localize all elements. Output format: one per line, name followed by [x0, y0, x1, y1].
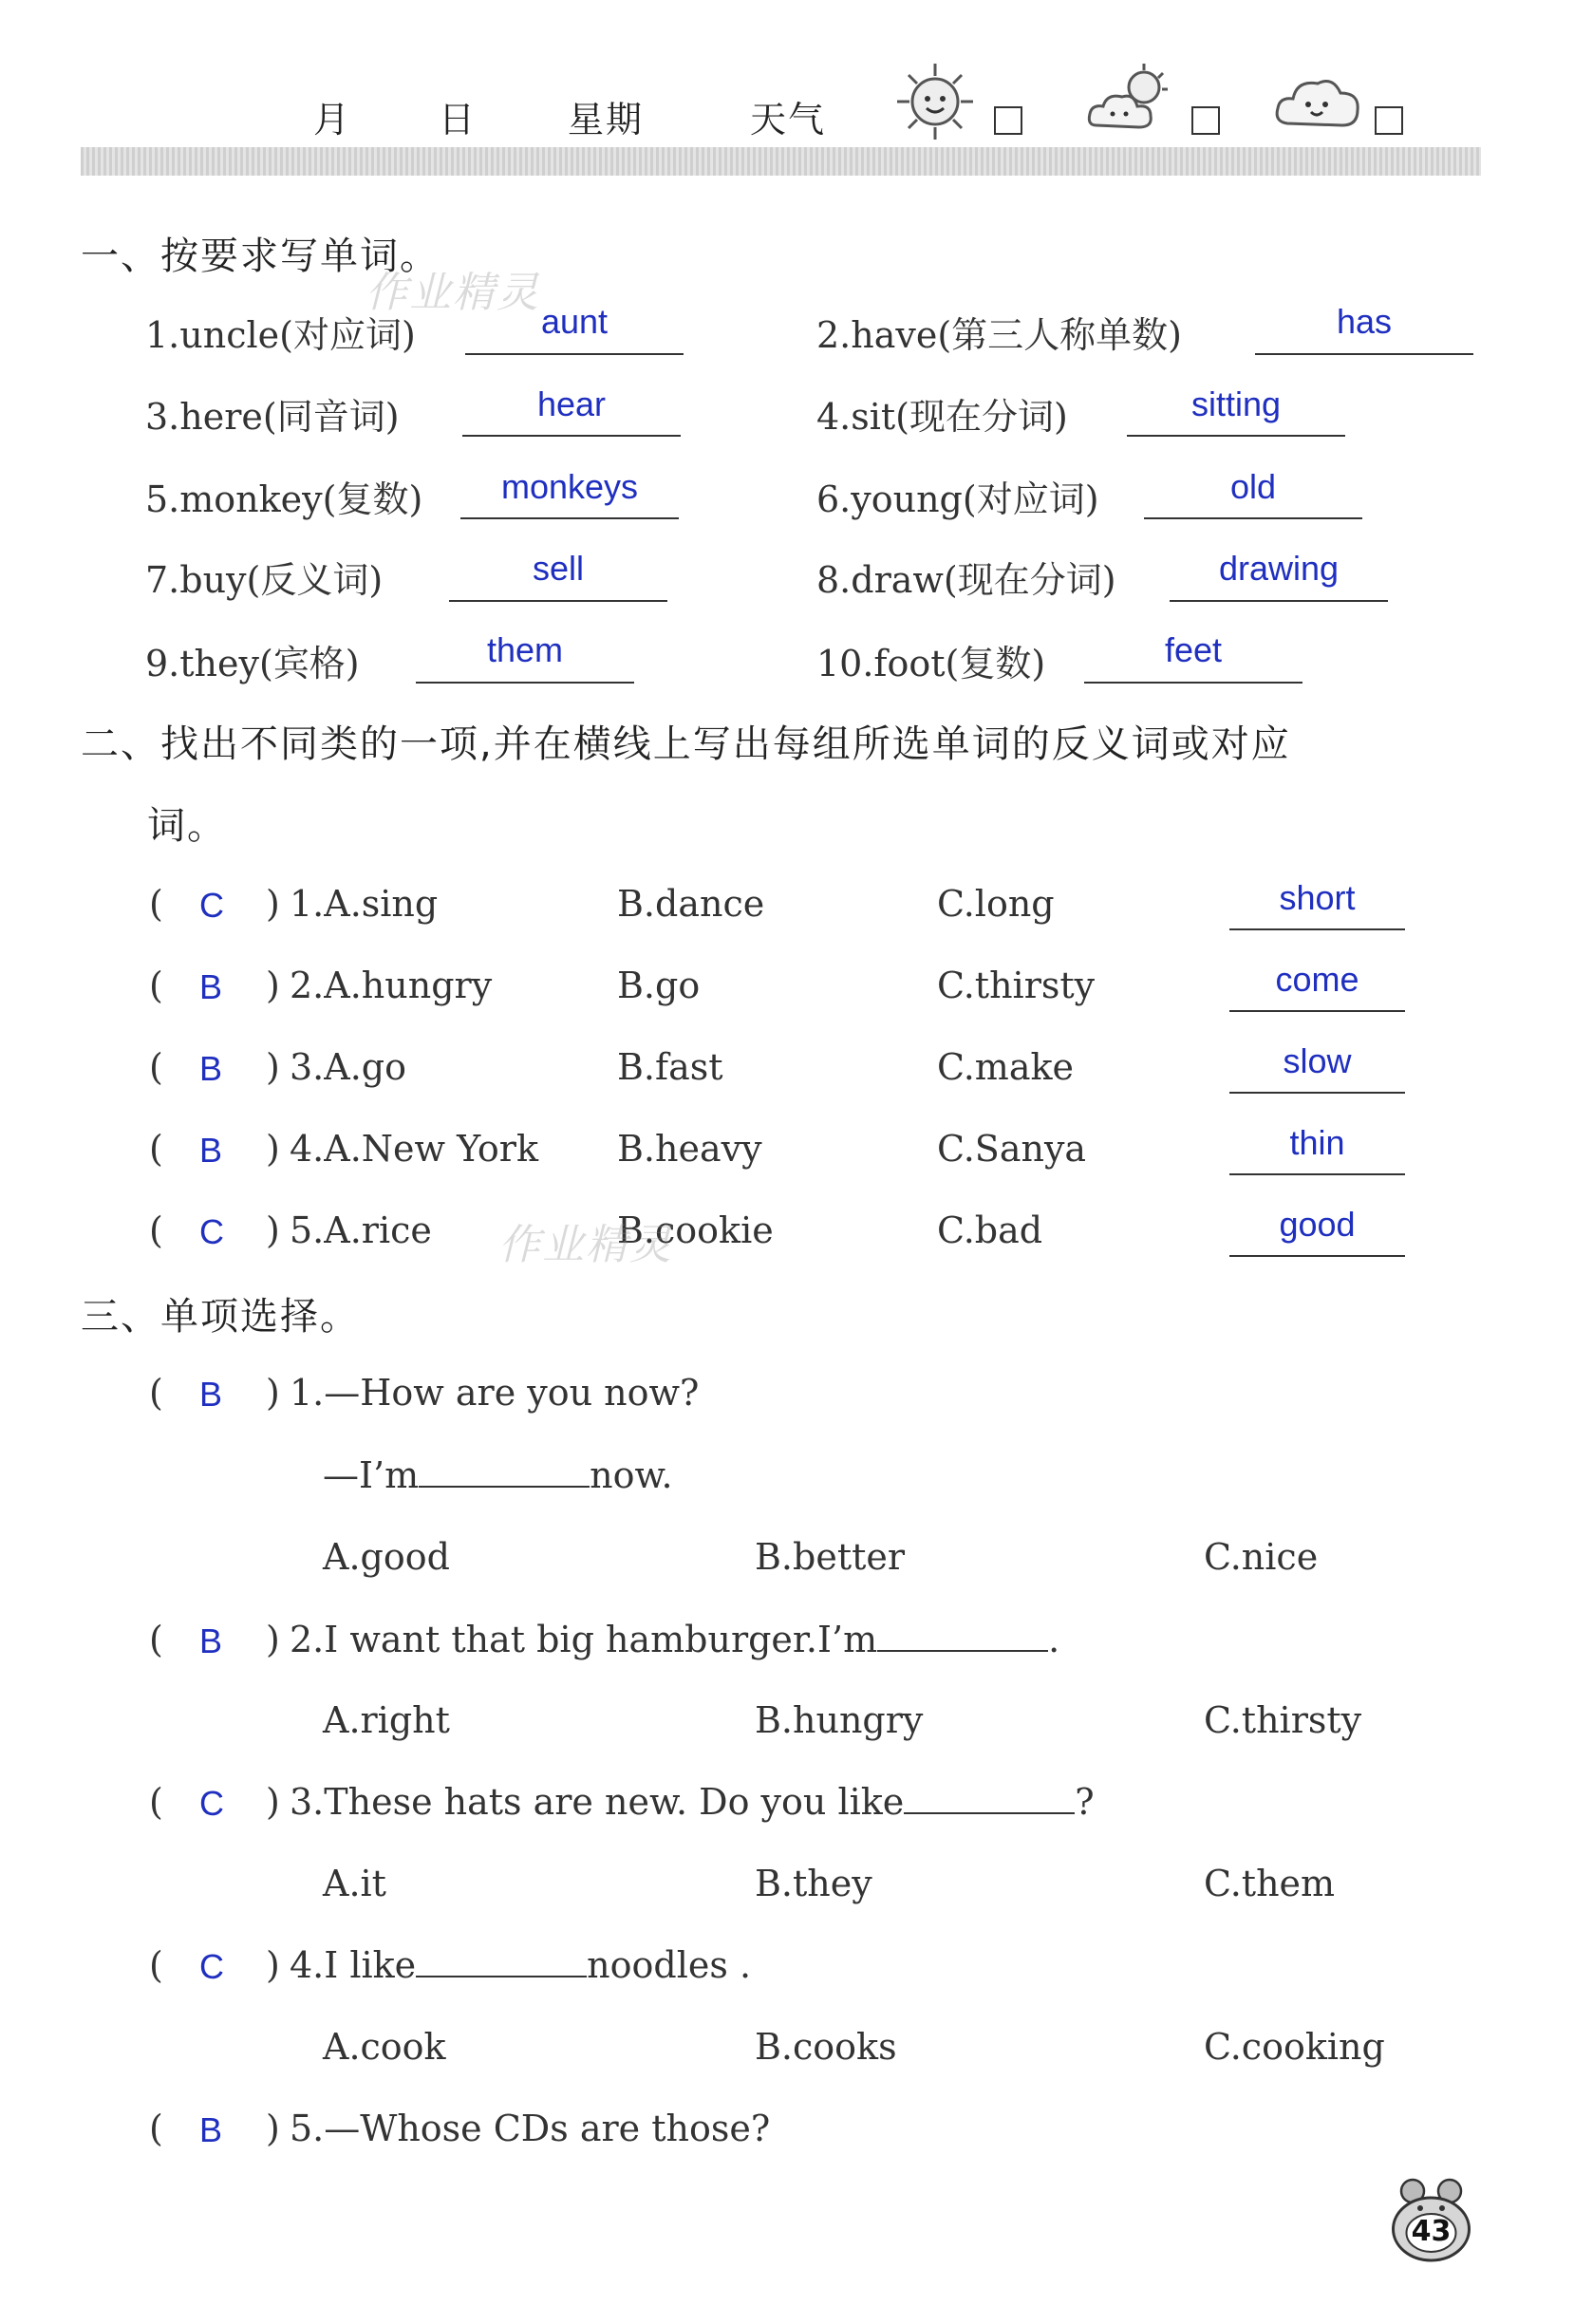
s3-q2-opt-a: A.right [323, 1699, 450, 1741]
s2-q4-choice: B [199, 1131, 223, 1170]
s3-q4-blank[interactable] [416, 1947, 587, 1977]
s2-q3-opt-a: 3.A.go [290, 1046, 406, 1088]
s2-q2-opt-c: C.thirsty [937, 965, 1096, 1006]
page-number: 43 [1411, 2215, 1452, 2248]
s2-q4-blank[interactable] [1229, 1173, 1405, 1175]
s3-q1-line1: 1.—How are you now? [290, 1372, 700, 1414]
s1-q9-answer: them [486, 630, 564, 669]
s3-q3-opt-c: C.them [1204, 1863, 1336, 1904]
section2-title: 二、找出不同类的一项,并在横线上写出每组所选单词的反义词或对应 [81, 722, 1291, 766]
section2-title-cont: 词。 [147, 804, 227, 848]
s3-q4-opt-c: C.cooking [1204, 2026, 1385, 2068]
section1-title: 一、按要求写单词。 [81, 234, 440, 278]
s2-q5-opt-c: C.bad [937, 1209, 1043, 1251]
s1-q6: 6.young(对应词) [816, 478, 1099, 520]
s3-q3-opt-a: A.it [323, 1863, 386, 1904]
s2-q1-answer: short [1279, 878, 1356, 917]
s2-q5-opt-b: B.cookie [617, 1209, 774, 1251]
s2-q2-blank[interactable] [1229, 1010, 1405, 1012]
s2-q2-opt-b: B.go [617, 965, 701, 1006]
s3-q4-opt-a: A.cook [323, 2026, 446, 2068]
header-weather: 天气 [750, 99, 827, 141]
s1-q1-blank[interactable] [465, 353, 684, 355]
s2-q5-blank[interactable] [1229, 1255, 1405, 1257]
s1-q10: 10.foot(复数) [816, 643, 1046, 684]
s1-q9: 9.they(宾格) [145, 643, 360, 684]
s1-q4-answer: sitting [1190, 384, 1282, 423]
s2-q1-opt-a: 1.A.sing [290, 883, 439, 925]
s2-q3-opt-c: C.make [937, 1046, 1075, 1088]
s3-q5-choice: B [199, 2110, 223, 2149]
s3-q4-stem: 4.I like noodles . [290, 1944, 752, 1986]
s2-q1-opt-c: C.long [937, 883, 1055, 925]
s2-q3-choice: B [199, 1049, 223, 1088]
s1-q8: 8.draw(现在分词) [816, 559, 1116, 601]
s1-q5: 5.monkey(复数) [145, 478, 423, 520]
s1-q2: 2.have(第三人称单数) [816, 314, 1182, 356]
s3-q4-choice: C [199, 1947, 224, 1986]
s2-q3-answer: slow [1283, 1041, 1352, 1080]
header-bar [81, 147, 1481, 176]
s2-q1-blank[interactable] [1229, 928, 1405, 930]
s1-q5-blank[interactable] [460, 517, 679, 519]
s1-q6-blank[interactable] [1144, 517, 1362, 519]
s1-q8-answer: drawing [1218, 549, 1340, 588]
watermark-2: 作业精灵 [498, 1221, 673, 1269]
section3-title: 三、单项选择。 [81, 1295, 360, 1339]
s3-q5-line1: 5.—Whose CDs are those? [290, 2108, 771, 2149]
s2-q2-opt-a: 2.A.hungry [290, 965, 493, 1006]
s2-q4-opt-c: C.Sanya [937, 1128, 1087, 1170]
s1-q4-blank[interactable] [1127, 435, 1345, 437]
s3-q1-line2: —I’m now. [323, 1454, 673, 1496]
s2-q1-opt-b: B.dance [617, 883, 765, 925]
watermark: 作业精灵 [365, 269, 540, 317]
s2-q2-answer: come [1275, 960, 1359, 999]
s3-q2-blank[interactable] [877, 1621, 1048, 1652]
s1-q3: 3.here(同音词) [145, 396, 400, 438]
s1-q2-answer: has [1336, 302, 1393, 341]
s1-q7-answer: sell [532, 549, 585, 588]
s2-q5-opt-a: 5.A.rice [290, 1209, 432, 1251]
s1-q4: 4.sit(现在分词) [816, 396, 1068, 438]
s3-q3-blank[interactable] [904, 1784, 1075, 1814]
s1-q3-answer: hear [536, 384, 607, 423]
header-month: 月 [313, 99, 352, 141]
s3-q2-stem: 2.I want that big hamburger.I’m . [290, 1619, 1060, 1660]
s3-q3-stem: 3.These hats are new. Do you like ? [290, 1781, 1095, 1823]
header-weekday: 星期 [568, 99, 645, 141]
s3-q1-opt-a: A.good [323, 1536, 450, 1578]
s3-q2-opt-b: B.hungry [755, 1699, 924, 1741]
s3-q1-choice: B [199, 1375, 223, 1414]
s2-q3-blank[interactable] [1229, 1092, 1405, 1094]
s1-q5-answer: monkeys [500, 467, 639, 506]
header-day: 日 [439, 99, 478, 141]
s1-q10-answer: feet [1164, 630, 1223, 669]
s1-q8-blank[interactable] [1170, 600, 1388, 602]
s3-q3-choice: C [199, 1784, 224, 1823]
s3-q1-blank[interactable] [419, 1457, 590, 1488]
partly-cloudy-icon [1082, 59, 1177, 144]
overcast-checkbox[interactable] [1375, 106, 1403, 135]
sunny-icon [888, 59, 983, 144]
sunny-checkbox[interactable] [994, 106, 1022, 135]
s3-q1-opt-c: C.nice [1204, 1536, 1319, 1578]
s3-q4-opt-b: B.cooks [755, 2026, 897, 2068]
s3-q3-opt-b: B.they [755, 1863, 872, 1904]
s2-q4-opt-a: 4.A.New York [290, 1128, 538, 1170]
s1-q1-answer: aunt [540, 302, 609, 341]
s2-q3-opt-b: B.fast [617, 1046, 723, 1088]
cloudy-icon [1270, 59, 1365, 144]
s2-q5-choice: C [199, 1212, 224, 1251]
s2-q4-opt-b: B.heavy [617, 1128, 762, 1170]
s3-q1-opt-b: B.better [755, 1536, 906, 1578]
s1-q2-blank[interactable] [1255, 353, 1473, 355]
s1-q1: 1.uncle(对应词) [145, 314, 416, 356]
cloudy-checkbox[interactable] [1191, 106, 1220, 135]
s2-q4-answer: thin [1289, 1123, 1345, 1162]
s2-q1-choice: C [199, 886, 224, 925]
s2-q5-answer: good [1279, 1205, 1356, 1244]
s2-q2-choice: B [199, 967, 223, 1006]
s3-q2-opt-c: C.thirsty [1204, 1699, 1362, 1741]
s1-q6-answer: old [1229, 467, 1277, 506]
s1-q7-blank[interactable] [449, 600, 667, 602]
s1-q9-blank[interactable] [416, 682, 634, 684]
s1-q7: 7.buy(反义词) [145, 559, 384, 601]
s3-q2-choice: B [199, 1621, 223, 1660]
s1-q3-blank[interactable] [462, 435, 681, 437]
s1-q10-blank[interactable] [1084, 682, 1303, 684]
